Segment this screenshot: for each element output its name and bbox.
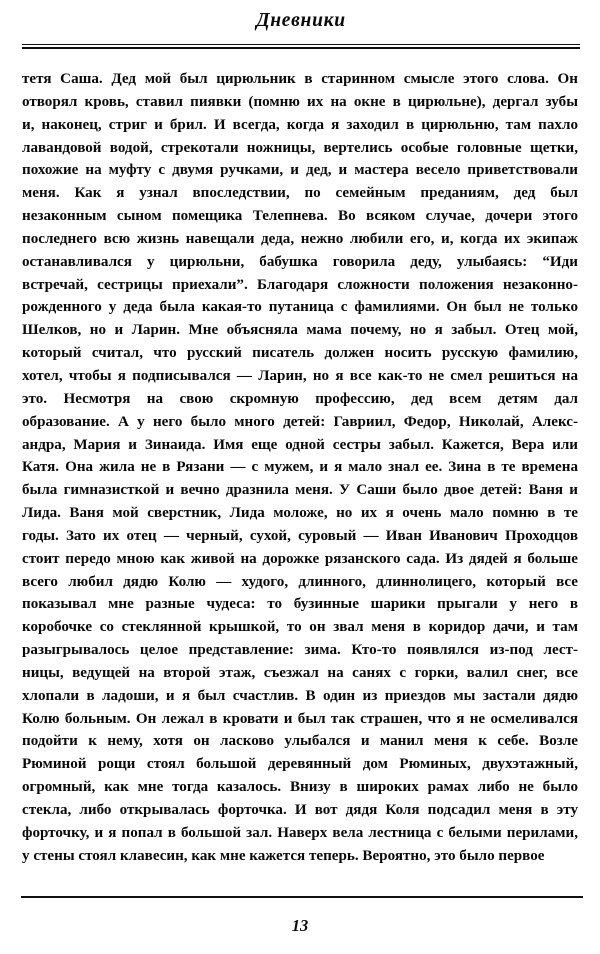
body-line: образование. А у него было много детей: Гавриил, Федор, Николай, Алекс- [22, 413, 578, 430]
body-line: годы. Зато их отец — черный, сухой, суровый — Иван Иванович Проходцов [22, 527, 578, 544]
body-text [22, 68, 578, 868]
body-line: Рюминой рощи стоял большой деревянный дом Рюминых, двухэтажный, [22, 756, 578, 773]
body-line: останавливался у цирюльни, бабушка говорила деду, улыбаясь: “Иди [22, 253, 578, 270]
header-rule-thick-line [22, 47, 580, 49]
body-line: ницы, ведущей на второй этаж, съезжал на санях с горки, валил снег, все [22, 664, 578, 681]
body-line: стоит передо мною как живой на дорожке рязанского сада. Из дядей я больше [22, 550, 578, 567]
body-line: разыгрывалось целое представление: зима. Кто-то появлялся из-под лест- [22, 642, 578, 659]
body-line: Катя. Она жила не в Рязани — с мужем, и я мало знал ее. Зина в те времена [22, 459, 578, 476]
body-line: Колю больным. Он лежал в кровати и был так страшен, что я не осмеливался [22, 710, 578, 727]
body-line: хлопали в ладоши, и я был счастлив. В один из приездов мы застали дядю [22, 687, 578, 704]
body-line: всего любил дядю Колю — худого, длинного, длиннолицего, который все [22, 573, 578, 590]
body-line: меня. Как я узнал впоследствии, по семейным преданиям, дед был [22, 185, 578, 202]
header-rule [22, 44, 580, 49]
body-line: стекла, либо открывалась форточка. И вот дядя Коля подсадил меня в эту [22, 802, 578, 818]
body-line: лавандовой водой, стрекотали ножницы, вертелись особые головные щетки, [22, 139, 578, 156]
footer-rule [21, 896, 583, 898]
body-line: тетя Саша. Дед мой был цирюльник в старинном смысле этого слова. Он [22, 71, 578, 87]
body-line: похожие на муфту с двумя ручками, и дед, и мастера весело приветствовали [22, 162, 578, 179]
body-line: это. Несмотря на свою скромную профессию, дед всем детям дал [22, 390, 578, 407]
body-line: незаконным сыном помещика Телепнева. Во всяком случае, дочери этого [22, 208, 578, 225]
body-line: Шелков, но и Ларин. Мне объясняла мама почему, но я забыл. Отец мой, [22, 322, 578, 339]
body-line: рожденного у деда была какая-то путаница с фамилиями. Он был не только [22, 299, 578, 316]
body-line: была гимназисткой и вечно дразнила меня. У Саши было двое детей: Ваня и [22, 482, 578, 499]
body-line: форточку, и я попал в большой зал. Наверх вела лестница с белыми перилами, [22, 824, 578, 841]
body-line: хотел, чтобы я подписывался — Ларин, но я все как-то не смел решиться на [22, 367, 578, 384]
body-line: андра, Мария и Зинаида. Имя еще одной сестры забыл. Кажется, Вера или [22, 436, 578, 453]
body-line: подойти к нему, хотя он ласково улыбался и манил меня к себе. Возле [22, 733, 578, 750]
body-line: и, наконец, стриг и брил. И всегда, когда я заходил в цирюльню, там пахло [22, 116, 578, 133]
body-line: огромный, как мне тогда казалось. Внизу в широких рамах либо не было [22, 779, 578, 796]
body-line: отворял кровь, ставил пиявки (помню их на окне в цирюльне), дергал зубы [22, 93, 578, 110]
body-line: который считал, что русский писатель должен носить русскую фамилию, [22, 345, 578, 362]
body-line: коробочке со стеклянной крышкой, то он звал меня в коридор дачи, и там [22, 619, 578, 636]
body-line: встречай, сестрицы приехали”. Благодаря сложности положения незаконно- [22, 276, 578, 293]
body-line: Лида. Ваня мой сверстник, Лида моложе, но их я очень мало помню в те [22, 505, 578, 522]
body-line: у стены стоял клавесин, как мне кажется теперь. Вероятно, это было первое [22, 847, 545, 864]
page-number: 13 [291, 916, 309, 935]
body-line: показывал мне разные чудеса: то бузинные шарики прыгали у него в [22, 596, 578, 613]
running-head: Дневники [256, 10, 346, 31]
header-rule-thin-line [22, 44, 580, 45]
body-line: последнего всю жизнь навещали деда, нежно любили его, и, когда их экипаж [22, 230, 578, 247]
